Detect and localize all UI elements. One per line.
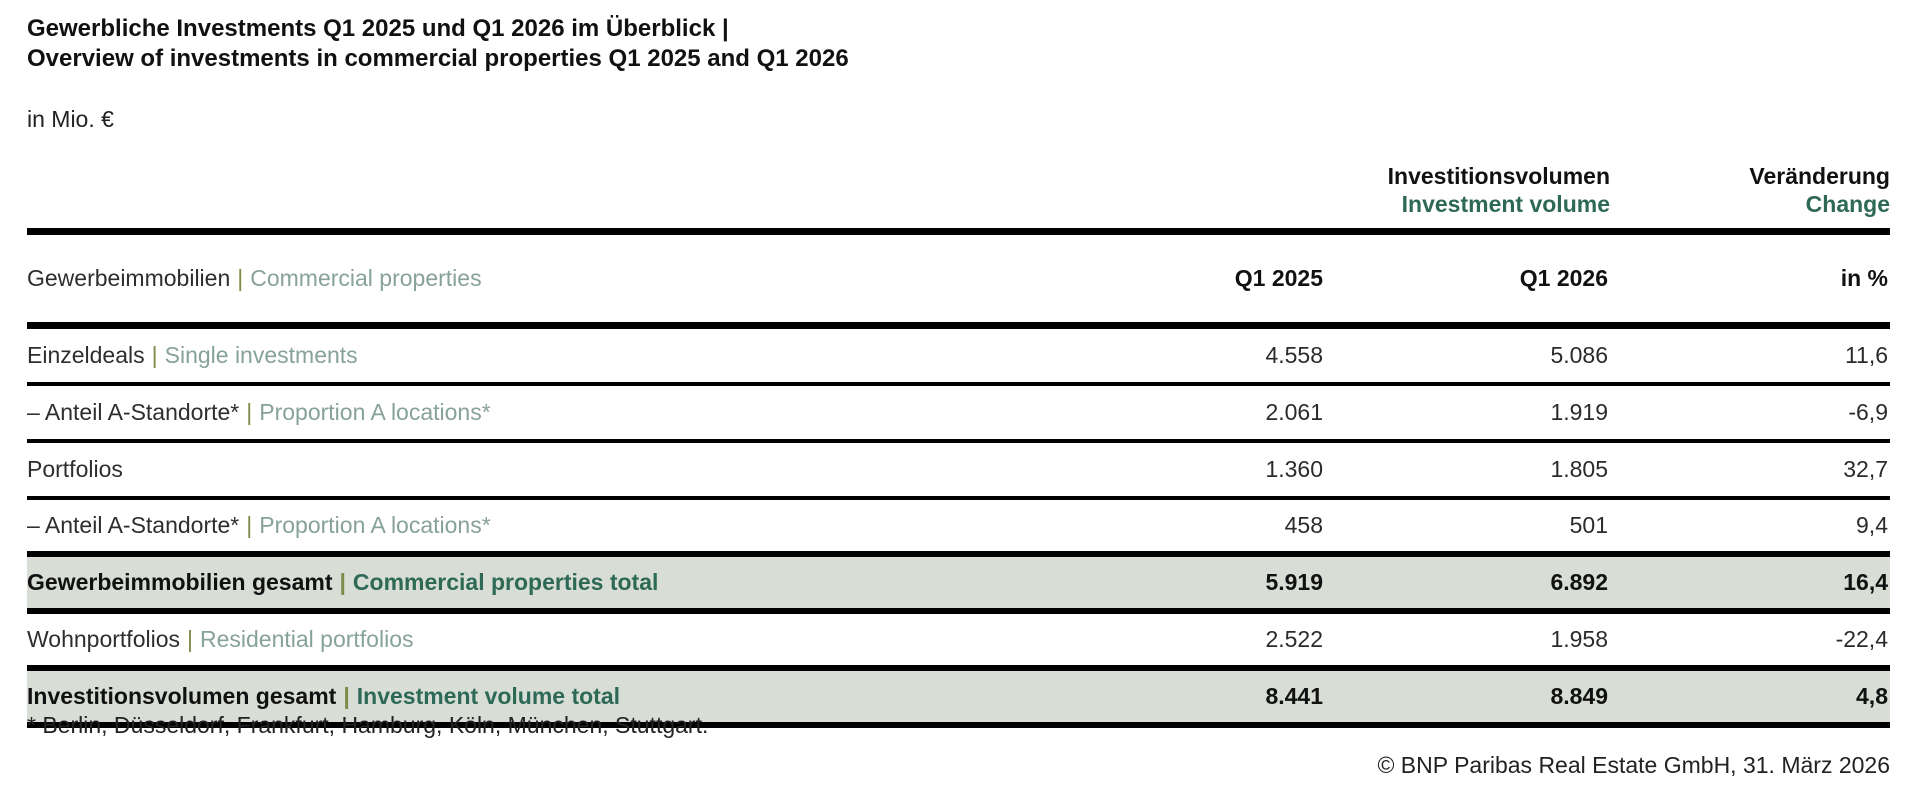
page-title-de: Gewerbliche Investments Q1 2025 und Q1 2026 im Überblick | [27,15,729,42]
row-label-de: – Anteil A-Standorte* [27,399,240,425]
pipe-separator [123,456,137,482]
value-change: -22,4 [1610,611,1890,668]
column-group-header-row [27,143,1890,232]
value-q1-2025: 458 [1045,498,1325,554]
row-label-en: Commercial properties total [352,569,659,595]
pipe-separator: | [246,399,253,425]
column-header-q1-2026: Q1 2026 [1325,232,1610,326]
page-title-en: Overview of investments in commercial properties Q1 2025 and Q1 2026 [27,45,849,72]
section-label-en: Commercial properties [250,265,482,291]
value-change: 11,6 [1610,326,1890,385]
unit-label: in Mio. € [27,106,114,132]
section-header-row [27,232,1890,326]
value-q1-2026: 6.892 [1325,554,1610,611]
pipe-separator: | [339,569,346,595]
pipe-separator: | [151,342,158,368]
value-change: 16,4 [1610,554,1890,611]
row-label [27,384,1045,441]
value-q1-2026: 1.958 [1325,611,1610,668]
pipe-separator: | [237,265,244,291]
value-q1-2025: 1.360 [1045,441,1325,498]
row-label-de: Gewerbeimmobilien gesamt [27,569,333,595]
row-label [27,498,1045,554]
value-q1-2025: 4.558 [1045,326,1325,385]
column-group-investment-volume-de: Investitionsvolumen [1387,163,1610,189]
table-row-anteil-a-standorte-2 [27,498,1890,554]
column-group-change-en: Change [1805,191,1890,217]
page-title [27,14,849,74]
pipe-separator: | [187,626,193,652]
row-label [27,326,1045,385]
value-change: 32,7 [1610,441,1890,498]
value-change: 9,4 [1610,498,1890,554]
table-row-anteil-a-standorte-1 [27,384,1890,441]
table-row-wohnportfolios [27,611,1890,668]
row-label-en: Single investments [164,342,358,368]
empty-header-cell [27,143,1045,232]
row-label-en: Residential portfolios [199,626,414,652]
row-label-de: Wohnportfolios [27,626,180,652]
value-change: 4,8 [1610,668,1890,725]
column-group-investment-volume-en: Investment volume [1401,191,1610,217]
row-label [27,441,1045,498]
row-label-en: Proportion A locations* [259,512,491,538]
value-q1-2025: 5.919 [1045,554,1325,611]
row-label-en: Proportion A locations* [259,399,491,425]
pipe-separator: | [343,683,350,709]
row-label-de: – Anteil A-Standorte* [27,512,240,538]
section-label [27,232,1045,326]
section-label-de: Gewerbeimmobilien [27,265,231,291]
value-q1-2025: 2.061 [1045,384,1325,441]
value-change: -6,9 [1610,384,1890,441]
row-label-en: Investment volume total [356,683,621,709]
value-q1-2025: 8.441 [1045,668,1325,725]
column-group-investment-volume [1045,143,1610,232]
row-label-de: Einzeldeals [27,342,145,368]
value-q1-2026: 501 [1325,498,1610,554]
table-row-commercial-total [27,554,1890,611]
footnote-a-locations: * Berlin, Düsseldorf, Frankfurt, Hamburg, Köln, München, Stuttgart. [27,712,709,738]
value-q1-2026: 8.849 [1325,668,1610,725]
column-header-q1-2025: Q1 2025 [1045,232,1325,326]
column-header-in-percent: in % [1610,232,1890,326]
copyright-credit: © BNP Paribas Real Estate GmbH, 31. März 2026 [1377,752,1890,778]
value-q1-2025: 2.522 [1045,611,1325,668]
column-group-change-de: Veränderung [1749,163,1890,189]
row-label [27,554,1045,611]
pipe-separator: | [246,512,253,538]
row-label-de: Portfolios [27,456,123,482]
investment-table [27,143,1890,728]
row-label [27,611,1045,668]
value-q1-2026: 5.086 [1325,326,1610,385]
value-q1-2026: 1.805 [1325,441,1610,498]
table-row-portfolios [27,441,1890,498]
row-label-de: Investitionsvolumen gesamt [27,683,337,709]
column-group-change [1610,143,1890,232]
value-q1-2026: 1.919 [1325,384,1610,441]
table-row-einzeldeals [27,326,1890,385]
